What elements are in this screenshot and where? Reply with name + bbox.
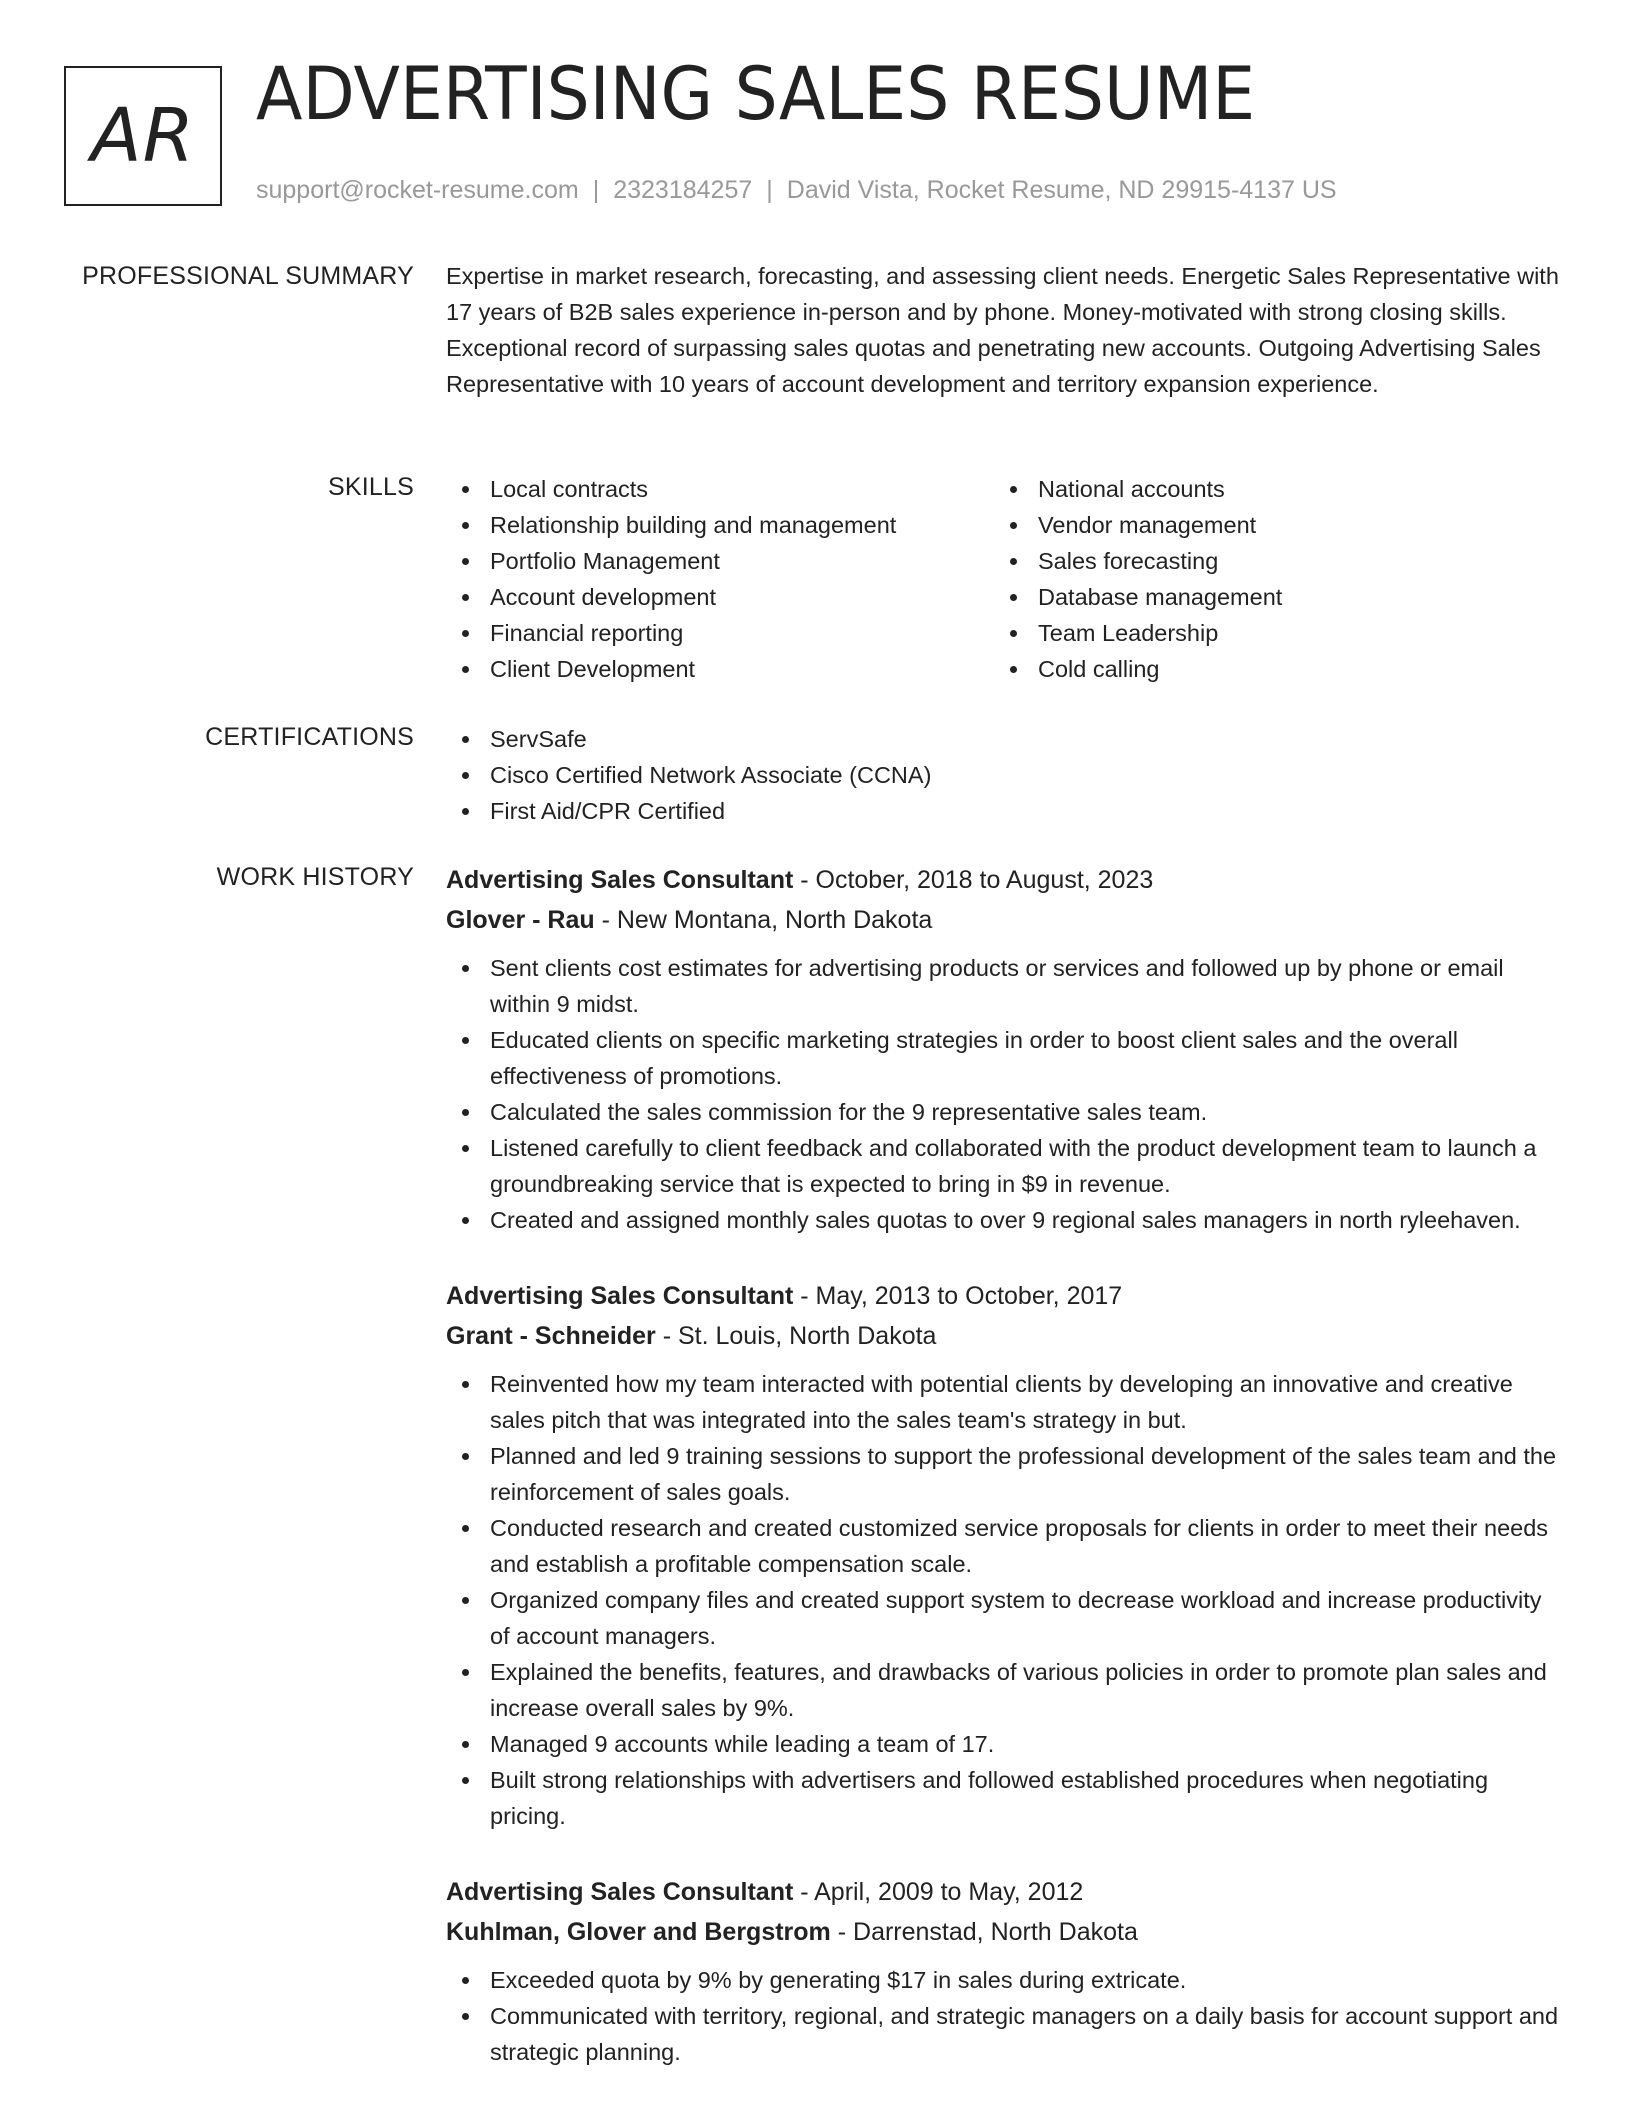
job-bullet: Planned and led 9 training sessions to support the professional development of the sales team and the reinforcement of sales goals. bbox=[446, 1438, 1566, 1510]
contact-phone[interactable]: 2323184257 bbox=[613, 176, 753, 204]
job-location: - St. Louis, North Dakota bbox=[655, 1322, 937, 1350]
job-title: Advertising Sales Consultant bbox=[446, 1878, 794, 1906]
job-entry bbox=[446, 860, 1566, 1238]
job-title: Advertising Sales Consultant bbox=[446, 1282, 794, 1310]
contact-address: David Vista, Rocket Resume, ND 29915-4137 US bbox=[786, 176, 1337, 204]
job-company: Glover - Rau bbox=[446, 906, 595, 934]
skills-list-left bbox=[446, 471, 994, 687]
job-bullet: Listened carefully to client feedback and collaborated with the product development team to launch a groundbreaking service that is expected to bring in $9 in revenue. bbox=[446, 1130, 1566, 1202]
section-heading: SKILLS bbox=[328, 473, 414, 501]
monogram-initials: AR bbox=[90, 93, 196, 179]
job-company-line bbox=[446, 900, 1566, 940]
skill-item: Financial reporting bbox=[446, 615, 994, 651]
job-dates: - April, 2009 to May, 2012 bbox=[793, 1878, 1084, 1906]
certifications-body bbox=[446, 721, 1566, 829]
summary-text: Expertise in market research, forecasting, and assessing client needs. Energetic Sales Representative with 17 years of B2B sales experience in-person and by phone. Money-motivated with strong closing skills. Exceptional record of surpassing sales quotas and penetrating new accounts. Outgoing Advertising Sales Representative with 10 years of account development and territory expansion experience. bbox=[446, 263, 1559, 397]
job-bullet: Educated clients on specific marketing strategies in order to boost client sales and the overall effectiveness of promotions. bbox=[446, 1022, 1566, 1094]
job-bullet: Exceeded quota by 9% by generating $17 in sales during extricate. bbox=[446, 1962, 1566, 1998]
certification-item: First Aid/CPR Certified bbox=[446, 793, 1566, 829]
job-location: - Darrenstad, North Dakota bbox=[830, 1918, 1138, 1946]
job-bullets bbox=[446, 1366, 1566, 1834]
skills-body bbox=[446, 471, 1566, 687]
contact-separator: | bbox=[592, 176, 600, 204]
job-title: Advertising Sales Consultant bbox=[446, 866, 794, 894]
contact-email[interactable]: support@rocket-resume.com bbox=[256, 176, 579, 204]
skill-item: Database management bbox=[994, 579, 1542, 615]
job-entry bbox=[446, 1276, 1566, 1834]
skill-item: Relationship building and management bbox=[446, 507, 994, 543]
skill-item: National accounts bbox=[994, 471, 1542, 507]
certification-item: Cisco Certified Network Associate (CCNA) bbox=[446, 757, 1566, 793]
job-bullets bbox=[446, 1962, 1566, 2070]
job-bullet: Managed 9 accounts while leading a team of 17. bbox=[446, 1726, 1566, 1762]
skill-item: Sales forecasting bbox=[994, 543, 1542, 579]
job-bullets bbox=[446, 950, 1566, 1238]
skills-grid bbox=[446, 471, 1566, 687]
job-title-line bbox=[446, 1276, 1566, 1316]
job-dates: - October, 2018 to August, 2023 bbox=[793, 866, 1154, 894]
section-heading: WORK HISTORY bbox=[216, 863, 414, 891]
section-heading: CERTIFICATIONS bbox=[205, 723, 414, 751]
summary-body bbox=[446, 258, 1566, 402]
resume-title: ADVERTISING SALES RESUME bbox=[256, 52, 1256, 137]
certifications-list bbox=[446, 721, 1566, 829]
job-company-line bbox=[446, 1316, 1566, 1356]
contact-separator: | bbox=[766, 176, 773, 204]
certification-item: ServSafe bbox=[446, 721, 1566, 757]
job-location: - New Montana, North Dakota bbox=[594, 906, 933, 934]
section-heading: PROFESSIONAL SUMMARY bbox=[82, 262, 414, 290]
job-bullet: Reinvented how my team interacted with potential clients by developing an innovative and creative sales pitch that was integrated into the sales team's strategy in but. bbox=[446, 1366, 1566, 1438]
contact-line bbox=[256, 176, 1337, 205]
job-bullet: Created and assigned monthly sales quotas to over 9 regional sales managers in north ryleehaven. bbox=[446, 1202, 1566, 1238]
skill-item: Portfolio Management bbox=[446, 543, 994, 579]
skill-item: Vendor management bbox=[994, 507, 1542, 543]
skill-item: Account development bbox=[446, 579, 994, 615]
job-bullet: Conducted research and created customized service proposals for clients in order to meet their needs and establish a profitable compensation scale. bbox=[446, 1510, 1566, 1582]
skills-list-right bbox=[994, 471, 1542, 687]
job-bullet: Organized company files and created support system to decrease workload and increase productivity of account managers. bbox=[446, 1582, 1566, 1654]
skill-item: Local contracts bbox=[446, 471, 994, 507]
skill-item: Client Development bbox=[446, 651, 994, 687]
job-bullet: Communicated with territory, regional, and strategic managers on a daily basis for account support and strategic planning. bbox=[446, 1998, 1566, 2070]
job-title-line bbox=[446, 860, 1566, 900]
job-company: Grant - Schneider bbox=[446, 1322, 656, 1350]
job-title-line bbox=[446, 1872, 1566, 1912]
job-dates: - May, 2013 to October, 2017 bbox=[793, 1282, 1123, 1310]
job-company-line bbox=[446, 1912, 1566, 1952]
job-entry bbox=[446, 1872, 1566, 2070]
work-history-body bbox=[446, 860, 1566, 2108]
job-bullet: Built strong relationships with advertisers and followed established procedures when negotiating pricing. bbox=[446, 1762, 1566, 1834]
skill-item: Cold calling bbox=[994, 651, 1542, 687]
monogram-box bbox=[64, 66, 222, 206]
skill-item: Team Leadership bbox=[994, 615, 1542, 651]
job-company: Kuhlman, Glover and Bergstrom bbox=[446, 1918, 831, 1946]
job-bullet: Explained the benefits, features, and drawbacks of various policies in order to promote plan sales and increase overall sales by 9%. bbox=[446, 1654, 1566, 1726]
job-bullet: Calculated the sales commission for the 9 representative sales team. bbox=[446, 1094, 1566, 1130]
job-bullet: Sent clients cost estimates for advertising products or services and followed up by phone or email within 9 midst. bbox=[446, 950, 1566, 1022]
